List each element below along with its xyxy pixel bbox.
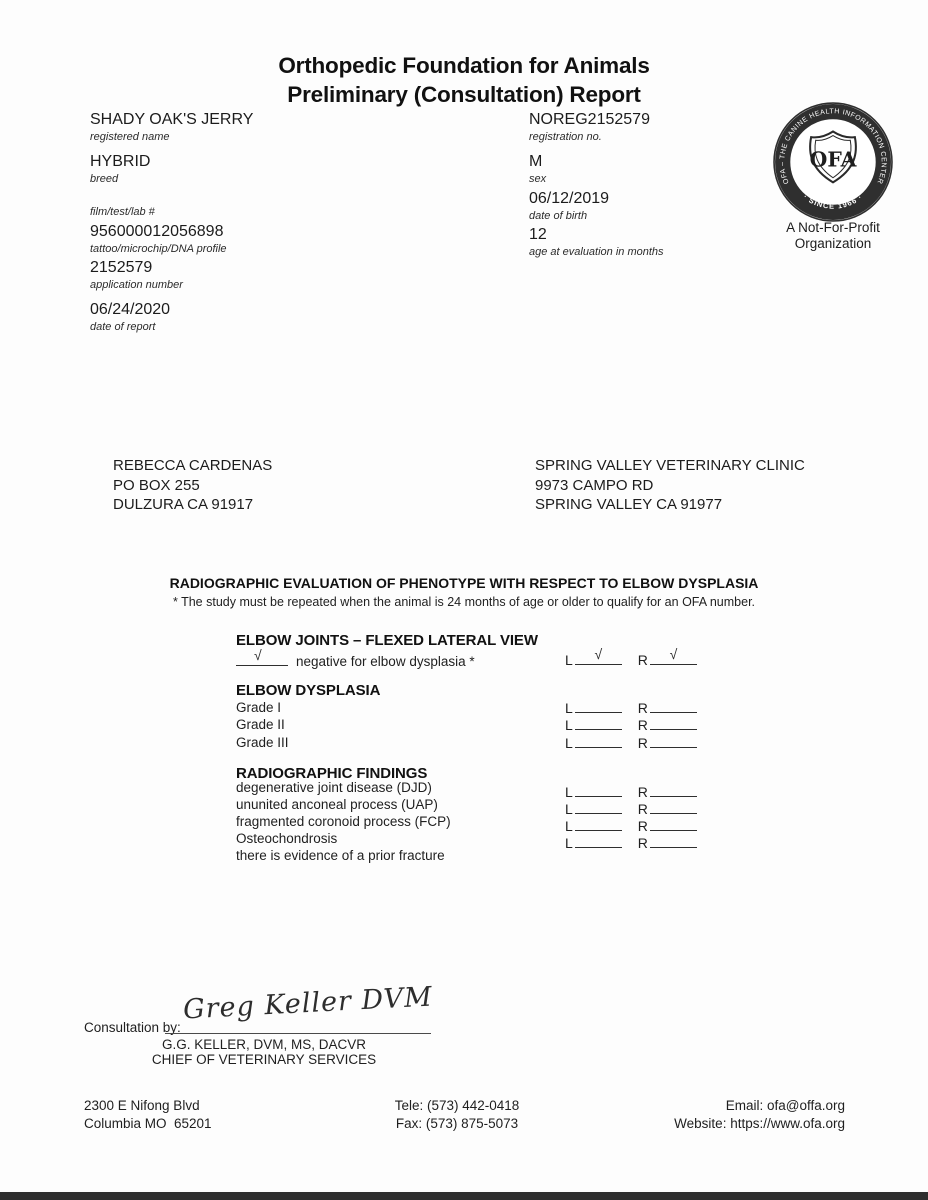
left-checkline bbox=[575, 817, 622, 831]
table-row-grade1 bbox=[236, 700, 648, 716]
clinic-city: SPRING VALLEY CA 91977 bbox=[535, 496, 723, 513]
breed-label: breed bbox=[90, 173, 119, 185]
application-number-value: 2152579 bbox=[90, 259, 153, 276]
row-label-negative: negative for elbow dysplasia * bbox=[296, 654, 475, 669]
lr-group bbox=[565, 734, 697, 751]
field-sex bbox=[529, 152, 546, 186]
right-label: R bbox=[637, 717, 648, 733]
row-label: Osteochondrosis bbox=[236, 831, 338, 846]
row-label: Grade II bbox=[236, 717, 285, 732]
clinic-street: 9973 CAMPO RD bbox=[535, 476, 654, 494]
lr-group bbox=[565, 716, 697, 733]
signer-title: CHIEF OF VETERINARY SERVICES bbox=[151, 1052, 377, 1067]
date-of-report-label: date of report bbox=[90, 321, 156, 333]
left-checkline bbox=[575, 783, 622, 797]
left-checkline bbox=[575, 646, 622, 665]
row-label: Grade III bbox=[236, 735, 289, 750]
evaluation-note: * The study must be repeated when the animal is 24 months of age or older to qualify for an OFA number. bbox=[172, 595, 756, 609]
right-check-mark: √ bbox=[669, 646, 678, 662]
left-checkline bbox=[575, 734, 622, 748]
owner-city: DULZURA CA 91917 bbox=[113, 496, 254, 513]
right-checkline bbox=[650, 716, 697, 730]
film-test-lab-label: film/test/lab # bbox=[90, 206, 155, 218]
right-label: R bbox=[637, 700, 648, 716]
table-row-negative bbox=[236, 646, 678, 669]
consultation-by-label: Consultation by: bbox=[84, 1020, 181, 1035]
seal-caption-line1: A Not-For-Profit bbox=[786, 220, 880, 235]
footer-address-block bbox=[84, 1097, 212, 1132]
left-checkline bbox=[575, 800, 622, 814]
table-row-osteochondrosis bbox=[236, 831, 648, 851]
row-label: ununited anconeal process (UAP) bbox=[236, 797, 438, 812]
owner-street: PO BOX 255 bbox=[113, 476, 200, 494]
signature-handwriting: Greg Keller DVM bbox=[182, 981, 434, 1026]
table-row-grade2 bbox=[236, 717, 648, 733]
footer-online-block bbox=[674, 1097, 845, 1132]
footer-email: Email: ofa@offa.org bbox=[725, 1098, 845, 1113]
table-row-uap bbox=[236, 797, 648, 817]
sex-label: sex bbox=[529, 173, 547, 185]
section-heading-radiographic-findings: RADIOGRAPHIC FINDINGS bbox=[236, 765, 428, 782]
application-number-label: application number bbox=[90, 279, 183, 291]
row-label: there is evidence of a prior fracture bbox=[236, 848, 445, 863]
right-checkline bbox=[650, 817, 697, 831]
right-label: R bbox=[637, 801, 648, 817]
table-row-prior-fracture bbox=[236, 848, 445, 863]
clinic-name: SPRING VALLEY VETERINARY CLINIC bbox=[535, 457, 805, 474]
right-label: R bbox=[637, 652, 648, 668]
left-label: L bbox=[565, 784, 573, 800]
clinic-address-block bbox=[535, 456, 805, 515]
registration-no-label: registration no. bbox=[529, 131, 602, 143]
breed-value: HYBRID bbox=[90, 153, 151, 170]
right-checkline bbox=[650, 699, 697, 713]
right-label: R bbox=[637, 818, 648, 834]
row-label: Grade I bbox=[236, 700, 282, 715]
lr-group bbox=[565, 834, 697, 851]
lr-group bbox=[565, 783, 697, 800]
left-label: L bbox=[565, 735, 573, 751]
field-registered-name bbox=[90, 110, 253, 144]
seal-caption-line2: Organization bbox=[794, 236, 872, 251]
seal-caption bbox=[750, 220, 916, 252]
lr-group bbox=[565, 800, 697, 817]
right-label: R bbox=[637, 784, 648, 800]
left-label: L bbox=[565, 818, 573, 834]
table-row-grade3 bbox=[236, 735, 648, 751]
lr-group bbox=[565, 699, 697, 716]
footer-street: 2300 E Nifong Blvd bbox=[84, 1098, 200, 1113]
section-heading-elbow-dysplasia: ELBOW DYSPLASIA bbox=[236, 682, 381, 699]
seal-ring-text: OFA – THE CANINE HEALTH INFORMATION CENTER bbox=[779, 108, 887, 185]
row-label: fragmented coronoid process (FCP) bbox=[236, 814, 451, 829]
owner-name: REBECCA CARDENAS bbox=[113, 457, 273, 474]
checkline-negative bbox=[236, 647, 288, 666]
check-mark: √ bbox=[254, 647, 262, 663]
sex-value: M bbox=[529, 153, 543, 170]
seal-ofa-text: OFA bbox=[809, 147, 857, 172]
field-breed bbox=[90, 152, 150, 186]
seal-since-text: · SINCE 1966 · bbox=[801, 192, 865, 211]
left-label: L bbox=[565, 717, 573, 733]
field-tattoo-microchip bbox=[90, 222, 227, 256]
table-row-djd bbox=[236, 780, 648, 800]
left-checkline bbox=[575, 716, 622, 730]
footer-fax: Fax: (573) 875-5073 bbox=[395, 1115, 519, 1131]
left-label: L bbox=[565, 801, 573, 817]
field-age-at-evaluation bbox=[529, 225, 664, 259]
left-checkline bbox=[575, 834, 622, 848]
date-of-birth-value: 06/12/2019 bbox=[529, 190, 610, 207]
row-label: degenerative joint disease (DJD) bbox=[236, 780, 432, 795]
right-checkline bbox=[650, 783, 697, 797]
field-registration-no bbox=[529, 110, 650, 144]
right-label: R bbox=[637, 735, 648, 751]
owner-address-block bbox=[113, 456, 272, 515]
right-checkline bbox=[650, 734, 697, 748]
field-film-test-lab bbox=[90, 206, 155, 219]
right-checkline bbox=[650, 646, 697, 665]
footer-city: Columbia MO 65201 bbox=[84, 1115, 212, 1131]
ofa-seal-icon bbox=[772, 101, 894, 223]
left-checkline bbox=[575, 699, 622, 713]
table-row-fcp bbox=[236, 814, 648, 834]
registration-no-value: NOREG2152579 bbox=[529, 111, 650, 128]
lr-group bbox=[565, 646, 697, 668]
field-application-number bbox=[90, 258, 183, 292]
date-of-report-value: 06/24/2020 bbox=[90, 301, 171, 318]
footer-tele: Tele: (573) 442-0418 bbox=[394, 1098, 520, 1113]
left-label: L bbox=[565, 700, 573, 716]
tattoo-microchip-label: tattoo/microchip/DNA profile bbox=[90, 243, 227, 255]
page-title-line1: Orthopedic Foundation for Animals bbox=[278, 53, 650, 78]
lr-group bbox=[565, 817, 697, 834]
registered-name-label: registered name bbox=[90, 131, 170, 143]
section-heading-flexed-lateral: ELBOW JOINTS – FLEXED LATERAL VIEW bbox=[236, 632, 538, 649]
field-date-of-report bbox=[90, 300, 170, 334]
left-label: L bbox=[565, 652, 573, 668]
right-label: R bbox=[637, 835, 648, 851]
tattoo-microchip-value: 956000012056898 bbox=[90, 223, 224, 240]
right-checkline bbox=[650, 800, 697, 814]
left-label: L bbox=[565, 835, 573, 851]
scan-edge-bar bbox=[0, 1192, 928, 1200]
field-date-of-birth bbox=[529, 189, 609, 223]
age-at-evaluation-value: 12 bbox=[529, 226, 547, 243]
right-checkline bbox=[650, 834, 697, 848]
date-of-birth-label: date of birth bbox=[529, 210, 588, 222]
age-at-evaluation-label: age at evaluation in months bbox=[529, 246, 664, 258]
page-title-line2: Preliminary (Consultation) Report bbox=[287, 82, 641, 107]
evaluation-heading: RADIOGRAPHIC EVALUATION OF PHENOTYPE WITH RESPECT TO ELBOW DYSPLASIA bbox=[169, 575, 759, 591]
footer-website: Website: https://www.ofa.org bbox=[674, 1115, 845, 1131]
footer-phone-block bbox=[326, 1097, 588, 1132]
registered-name-value: SHADY OAK'S JERRY bbox=[90, 111, 254, 128]
signer-name: G.G. KELLER, DVM, MS, DACVR bbox=[161, 1037, 367, 1052]
left-check-mark: √ bbox=[594, 646, 603, 662]
